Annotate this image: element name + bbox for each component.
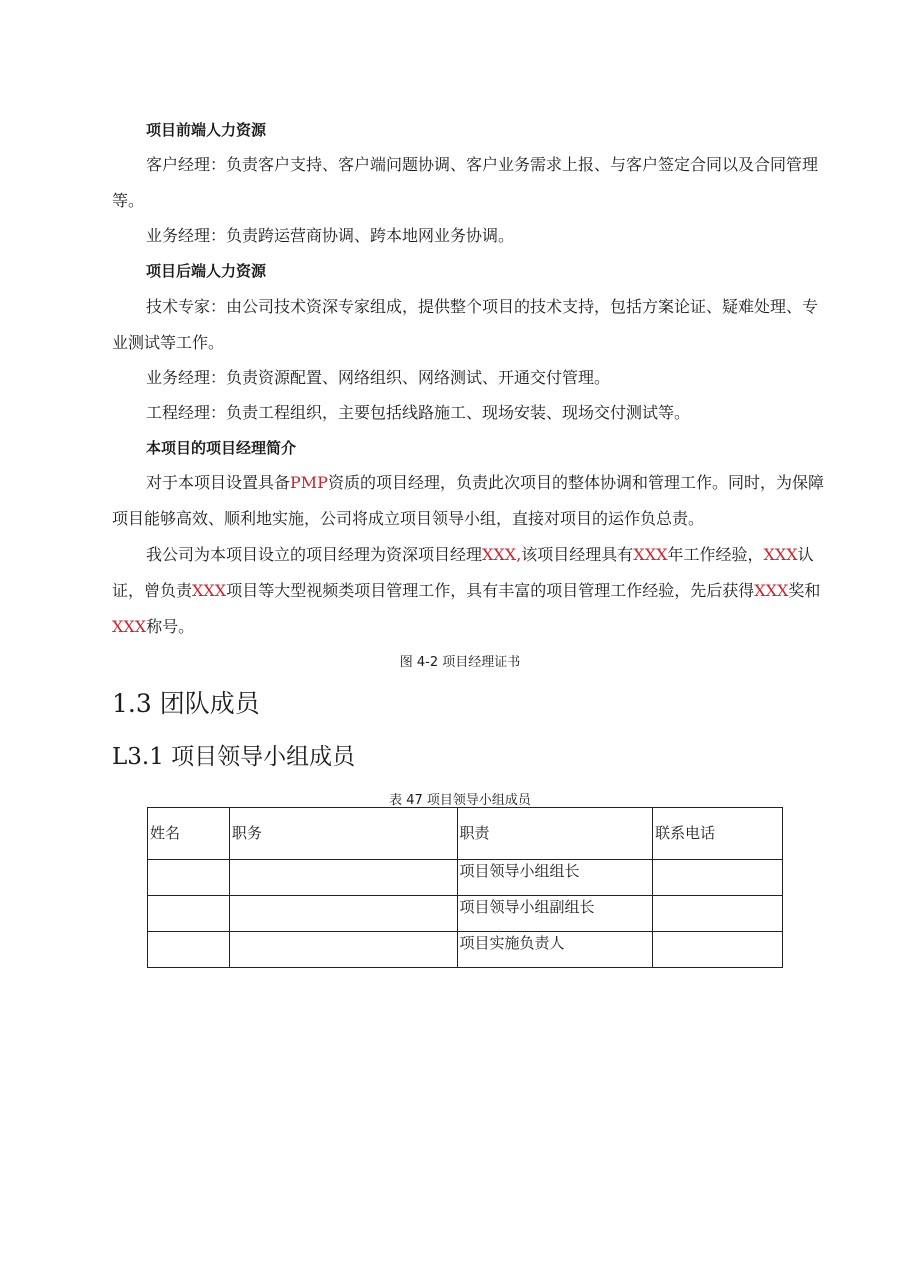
text-run: 该项目经理具有	[521, 545, 634, 564]
pm-intro-title: 本项目的项目经理简介	[146, 439, 297, 457]
front-hr-title: 项目前端人力资源	[146, 121, 267, 139]
figure-caption: 图 4-2 项目经理证书	[399, 655, 521, 670]
text-run: 年工作经验，	[667, 545, 764, 564]
text-run: 资质的项目经理，负责此次项目的整体协调和管理工作。同时，为保障项目能够高效、顺利地实施，公司将成立项目领导小组，直接对项目的运作负总责。	[112, 473, 824, 528]
pm-intro-paragraph-1	[112, 465, 828, 537]
cell-name	[148, 860, 230, 896]
table-row	[148, 896, 783, 932]
text-run: 项目等大型视频类项目管理工作，具有丰富的项目管理工作经验，先后获得	[226, 581, 755, 600]
header-name: 姓名	[148, 808, 230, 860]
back-hr-paragraph-1: 技术专家：由公司技术资深专家组成，提供整个项目的技术支持，包括方案论证、疑难处理、专业测试等工作。	[112, 297, 819, 352]
highlight-text: XXX	[754, 581, 789, 600]
cell-phone	[653, 860, 783, 896]
cell-position	[229, 896, 457, 932]
table-header-row	[148, 808, 783, 860]
highlight-text: PMP	[290, 473, 328, 492]
cell-position	[229, 860, 457, 896]
table-caption: 表 47 项目领导小组成员	[389, 793, 531, 808]
highlight-text: XXX	[112, 617, 147, 636]
text-run: 称号。	[146, 617, 195, 636]
section-heading-team: 1.3 团队成员	[112, 689, 260, 718]
back-hr-paragraph-3: 工程经理：负责工程组织，主要包括线路施工、现场安装、现场交付测试等。	[146, 403, 691, 422]
highlight-text: XXX	[763, 545, 798, 564]
cell-name	[148, 932, 230, 968]
cell-duty: 项目领导小组组长	[457, 860, 653, 896]
front-hr-paragraph-2: 业务经理：负责跨运营商协调、跨本地网业务协调。	[146, 226, 515, 245]
cell-position	[229, 932, 457, 968]
header-phone: 联系电话	[653, 808, 783, 860]
back-hr-title: 项目后端人力资源	[146, 262, 267, 280]
subsection-heading-group: L3.1 项目领导小组成员	[112, 744, 356, 770]
cell-phone	[653, 932, 783, 968]
highlight-text: XXX,	[482, 545, 522, 564]
front-hr-paragraph-1: 客户经理：负责客户支持、客户端问题协调、客户业务需求上报、与客户签定合同以及合同管理等。	[112, 155, 819, 210]
text-run: 奖和	[788, 581, 821, 600]
highlight-text: XXX	[633, 545, 668, 564]
cell-phone	[653, 896, 783, 932]
cell-name	[148, 896, 230, 932]
table-row	[148, 932, 783, 968]
header-position: 职务	[229, 808, 457, 860]
text-run: 认证，曾负责	[112, 545, 814, 600]
back-hr-paragraph-2: 业务经理：负责资源配置、网络组织、网络测试、开通交付管理。	[146, 368, 611, 387]
leadership-table	[147, 807, 783, 968]
text-run: 对于本项目设置具备	[146, 473, 291, 492]
text-run: 我公司为本项目设立的项目经理为资深项目经理	[146, 545, 483, 564]
cell-duty: 项目领导小组副组长	[457, 896, 653, 932]
cell-duty: 项目实施负责人	[457, 932, 653, 968]
pm-intro-paragraph-2	[112, 537, 828, 645]
highlight-text: XXX	[192, 581, 227, 600]
header-duty: 职责	[457, 808, 653, 860]
table-row	[148, 860, 783, 896]
